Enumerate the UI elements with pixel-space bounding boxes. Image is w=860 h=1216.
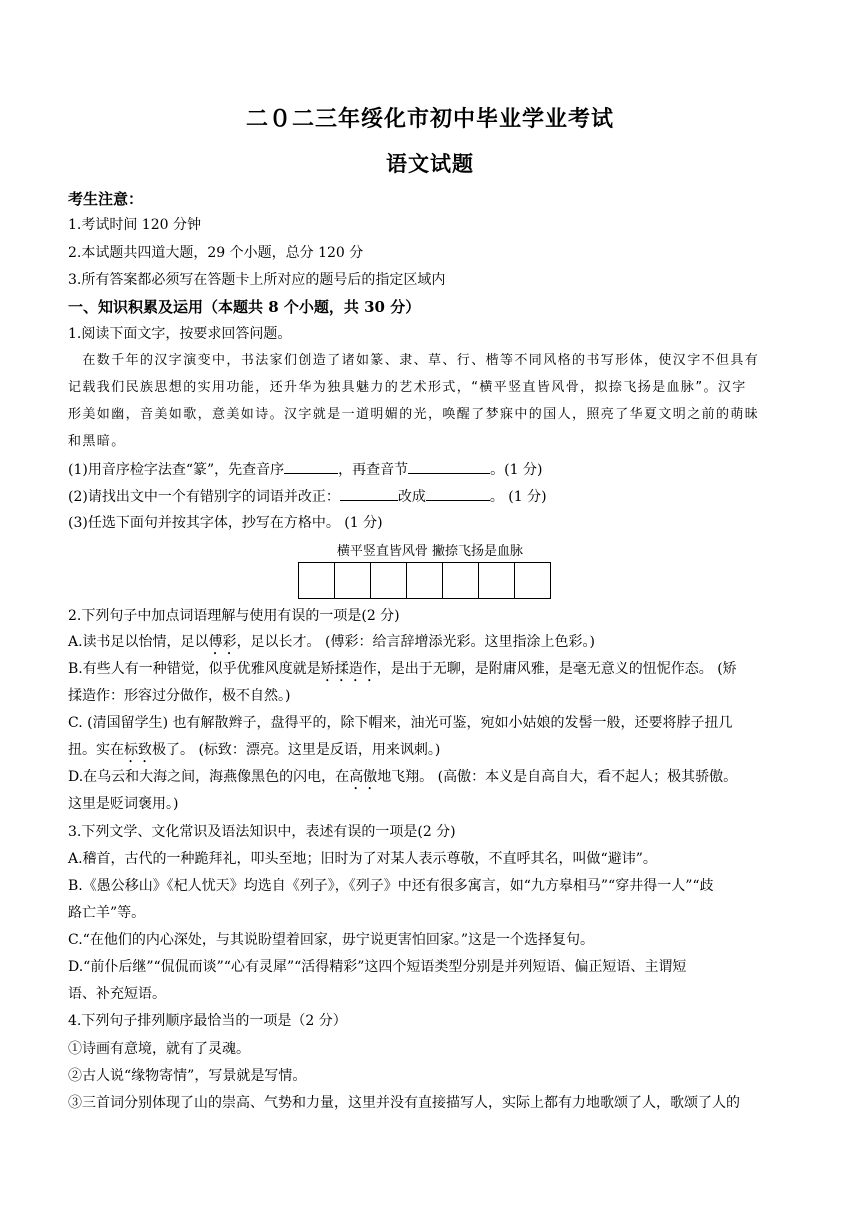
q1-sub1-text-c: 。(1 分) [490, 462, 543, 478]
q2-option-d-cont: 这里是贬词褒用。) [68, 796, 179, 812]
q2-a-text-2: ，足以长才。 (傅彩：给言辞增添光彩。这里指涂上色彩。) [236, 634, 595, 650]
q2-option-b [68, 659, 796, 685]
q2-option-a [68, 632, 796, 658]
q2-stem: 2.下列句子中加点词语理解与使用有误的一项是(2 分) [68, 608, 400, 624]
writing-grid [298, 562, 551, 599]
q2-d-text-2: 地飞翔。 (高傲：本义是自高自大，看不起人；极其骄傲。 [377, 769, 738, 785]
answer-blank[interactable] [408, 459, 490, 474]
notice-item-1: 1.考试时间 120 分钟 [68, 217, 201, 233]
grid-cell[interactable] [298, 562, 335, 599]
q2-option-c: C. (清国留学生) 也有解散辫子，盘得平的，除下帽来，油光可鉴，宛如小姑娘的发髻一般，还要将脖子扭几 [68, 715, 733, 731]
exam-title: 二０二三年绥化市初中毕业学业考试 [245, 106, 614, 132]
q1-passage-line-1: 在数千年的汉字演变中，书法家们创造了诸如篆、隶、草、行、楷等不同风格的书写形体，使汉字不但具有 [68, 353, 760, 368]
q4-sentence-3: ③三首词分别体现了山的崇高、气势和力量，这里并没有直接描写人，实际上都有力地歌颂了人，歌颂了人的 [68, 1095, 740, 1111]
q1-passage-line-3: 形美如幽，音美如歌，意美如诗。汉字就是一道明媚的光，唤醒了梦寐中的国人，照亮了华夏文明之前的萌昧 [68, 407, 760, 422]
q1-sub2-text-a: (2)请找出文中一个有错别字的词语并改正： [68, 489, 340, 505]
q3-option-d: D.“前仆后继”“侃侃而谈”“心有灵犀”“活得精彩”这四个短语类型分别是并列短语、偏正短语、主谓短 [68, 959, 687, 975]
grid-cell[interactable] [442, 562, 479, 599]
grid-cell[interactable] [478, 562, 515, 599]
grid-cell[interactable] [406, 562, 443, 599]
q1-sub1-text-a: (1)用音序检字法查“篆”，先查音序 [68, 462, 285, 478]
grid-cell[interactable] [514, 562, 551, 599]
q3-option-c: C.“在他们的内心深处，与其说盼望着回家，毋宁说更害怕回家。”这是一个选择复句。 [68, 932, 594, 948]
q3-option-b-cont: 路亡羊”等。 [68, 905, 146, 921]
q3-option-b: B.《愚公移山》《杞人忧天》均选自《列子》，《列子》中还有很多寓言，如“九方皋相马”“穿井得一人”“歧 [68, 878, 714, 894]
answer-blank[interactable] [340, 486, 398, 501]
copy-text: 横平竖直皆风骨 撇捺飞扬是血脉 [336, 544, 524, 559]
q2-c-text-2: 极了。 (标致：漂亮。这里是反语，用来讽刺。) [152, 742, 441, 758]
q4-sentence-1: ①诗画有意境，就有了灵魂。 [68, 1041, 250, 1057]
dotted-word: 傅彩 [208, 634, 237, 650]
dotted-word: 矫揉造作 [320, 661, 377, 677]
dotted-word: 高傲 [349, 769, 378, 785]
q2-c-text-1: 扭。实在 [68, 742, 124, 758]
q1-passage-line-2: 记载我们民族思想的实用功能，还升华为独具魅力的艺术形式，“横平竖直皆风骨，拟捺飞扬是血脉”。汉字 [68, 380, 747, 395]
q2-option-d [68, 767, 796, 793]
grid-cell[interactable] [334, 562, 371, 599]
q1-stem: 1.阅读下面文字，按要求回答问题。 [68, 326, 292, 342]
notice-item-2: 2.本试题共四道大题，29 个小题，总分 120 分 [68, 245, 364, 261]
grid-cell[interactable] [370, 562, 407, 599]
q3-option-a: A.稽首，古代的一种跪拜礼，叩头至地；旧时为了对某人表示尊敬，不直呼其名，叫做“避讳”。 [68, 851, 657, 867]
answer-blank[interactable] [284, 459, 338, 474]
q4-sentence-2: ②古人说“缘物寄情”，写景就是写情。 [68, 1068, 307, 1084]
q1-sub3: (3)任选下面句并按其字体，抄写在方格中。 (1 分) [68, 515, 383, 531]
q2-d-text-1: D.在乌云和大海之间，海燕像黑色的闪电，在 [68, 769, 350, 785]
q2-option-b-cont: 揉造作：形容过分做作，极不自然。) [68, 688, 291, 704]
q1-sub1 [68, 459, 796, 480]
q1-sub2 [68, 486, 796, 507]
q3-option-d-cont: 语、补充短语。 [68, 986, 166, 1002]
dotted-word: 标致 [124, 742, 152, 758]
q1-sub2-text-b: 改成 [397, 489, 426, 505]
q2-a-text-1: A.读书足以怡情，足以 [68, 634, 209, 650]
answer-blank[interactable] [426, 486, 490, 501]
exam-subtitle: 语文试题 [386, 151, 474, 176]
q1-sub2-text-c: 。 (1 分) [489, 489, 547, 505]
q4-stem: 4.下列句子排列顺序最恰当的一项是（2 分） [68, 1013, 347, 1029]
notice-item-3: 3.所有答案都必须写在答题卡上所对应的题号后的指定区域内 [68, 272, 446, 288]
q1-passage-line-4: 和黑暗。 [68, 434, 126, 449]
q2-b-text-2: ，是出于无聊，是附庸风雅，是毫无意义的忸怩作态。 (矫 [376, 661, 737, 677]
notice-heading: 考生注意： [68, 190, 144, 208]
q3-stem: 3.下列文学、文化常识及语法知识中，表述有误的一项是(2 分) [68, 824, 456, 840]
q2-b-text-1: B.有些人有一种错觉，似乎优雅风度就是 [68, 661, 321, 677]
section-1-heading: 一、知识积累及运用（本题共 8 个小题，共 30 分） [68, 298, 421, 316]
q1-sub1-text-b: ，再查音节 [338, 462, 409, 478]
q2-option-c-cont [68, 740, 796, 766]
